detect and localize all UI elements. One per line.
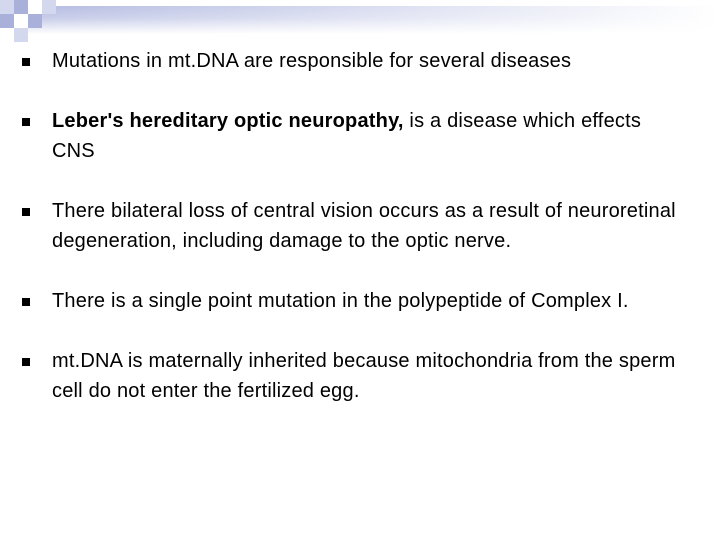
square-bullet-icon	[22, 358, 30, 366]
decor-square	[42, 0, 56, 14]
decor-square	[14, 28, 28, 42]
decor-square	[0, 14, 14, 28]
decor-square	[28, 0, 42, 14]
bullet-body: Mutations in mt.DNA are responsible for several diseases	[52, 50, 572, 72]
bullet-body: There is a single point mutation in the polypeptide of Complex I.	[52, 290, 629, 312]
bullet-text	[52, 196, 682, 256]
bullet-text	[52, 286, 629, 316]
square-bullet-icon	[22, 58, 30, 66]
bullet-text	[52, 46, 571, 76]
header-decoration-band	[0, 0, 720, 44]
bullet-body: mt.DNA is maternally inherited because mitochondria from the sperm cell do not enter the fertilized egg.	[52, 350, 676, 402]
bullet-text	[52, 106, 682, 166]
bullet-body: There bilateral loss of central vision occurs as a result of neuroretinal degeneration, including damage to the optic nerve.	[52, 200, 676, 252]
decor-square	[0, 0, 14, 14]
decor-square	[28, 14, 42, 28]
bullet-item	[22, 46, 682, 76]
bullet-text	[52, 346, 682, 406]
square-bullet-icon	[22, 118, 30, 126]
square-bullet-icon	[22, 208, 30, 216]
square-bullet-icon	[22, 298, 30, 306]
decor-square	[14, 0, 28, 14]
bullet-item	[22, 286, 682, 316]
decor-square	[14, 14, 28, 28]
bullet-bold-lead: Leber's hereditary optic neuropathy,	[52, 110, 404, 132]
bullet-body: is a disease which effects CNS	[52, 110, 642, 162]
bullet-item	[22, 196, 682, 256]
bullet-item	[22, 106, 682, 166]
bullet-list	[22, 46, 682, 436]
decor-square	[0, 28, 14, 42]
bullet-item	[22, 346, 682, 406]
